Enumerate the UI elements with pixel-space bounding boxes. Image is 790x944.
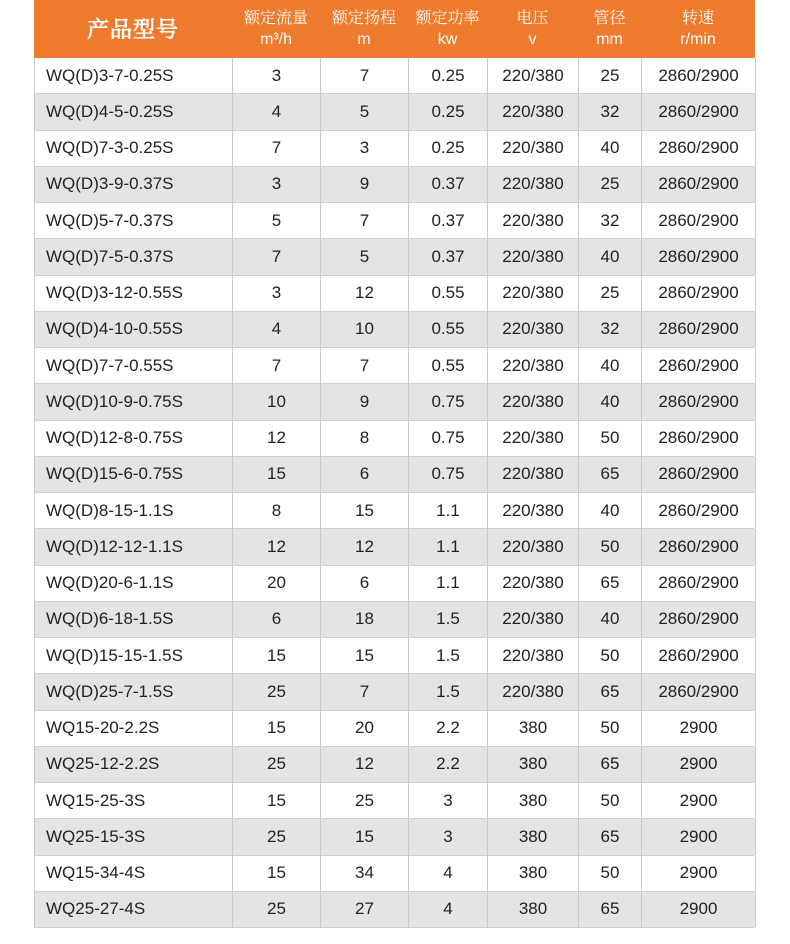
pipe-diameter-cell: 40 — [579, 602, 642, 637]
head-cell: 15 — [321, 638, 409, 673]
pipe-diameter-cell: 65 — [579, 566, 642, 601]
voltage-cell: 220/380 — [488, 493, 579, 528]
flow-cell: 25 — [233, 747, 321, 782]
head-cell: 15 — [321, 819, 409, 854]
voltage-cell: 220/380 — [488, 421, 579, 456]
voltage-cell: 220/380 — [488, 566, 579, 601]
speed-cell: 2900 — [642, 856, 756, 891]
table-row — [34, 711, 755, 747]
power-cell: 4 — [409, 892, 488, 927]
model-cell: WQ15-20-2.2S — [35, 711, 233, 746]
power-cell: 1.5 — [409, 638, 488, 673]
table-row — [34, 421, 755, 457]
model-cell: WQ15-34-4S — [35, 856, 233, 891]
head-cell: 25 — [321, 783, 409, 818]
speed-cell: 2900 — [642, 747, 756, 782]
model-cell: WQ(D)20-6-1.1S — [35, 566, 233, 601]
flow-cell: 15 — [233, 711, 321, 746]
flow-cell: 15 — [233, 457, 321, 492]
header-head — [320, 0, 408, 58]
pipe-diameter-cell: 50 — [579, 529, 642, 564]
header-speed-unit: r/min — [680, 31, 716, 48]
table-row — [34, 856, 755, 892]
flow-cell: 5 — [233, 203, 321, 238]
model-cell: WQ(D)8-15-1.1S — [35, 493, 233, 528]
pipe-diameter-cell: 25 — [579, 167, 642, 202]
model-cell: WQ25-12-2.2S — [35, 747, 233, 782]
power-cell: 2.2 — [409, 747, 488, 782]
table-row — [34, 638, 755, 674]
model-cell: WQ(D)7-7-0.55S — [35, 348, 233, 383]
voltage-cell: 220/380 — [488, 457, 579, 492]
table-row — [34, 239, 755, 275]
pipe-diameter-cell: 32 — [579, 94, 642, 129]
voltage-cell: 220/380 — [488, 602, 579, 637]
table-row — [34, 783, 755, 819]
pipe-diameter-cell: 25 — [579, 276, 642, 311]
head-cell: 7 — [321, 203, 409, 238]
header-flow — [232, 0, 320, 58]
table-row — [34, 674, 755, 710]
pipe-diameter-cell: 50 — [579, 783, 642, 818]
speed-cell: 2860/2900 — [642, 167, 756, 202]
voltage-cell: 220/380 — [488, 58, 579, 93]
voltage-cell: 220/380 — [488, 529, 579, 564]
table-row — [34, 384, 755, 420]
model-cell: WQ(D)3-9-0.37S — [35, 167, 233, 202]
header-pipe-unit: mm — [596, 31, 623, 48]
flow-cell: 3 — [233, 276, 321, 311]
table-row — [34, 819, 755, 855]
table-row — [34, 348, 755, 384]
table-row — [34, 529, 755, 565]
pipe-diameter-cell: 50 — [579, 638, 642, 673]
pipe-diameter-cell: 32 — [579, 203, 642, 238]
power-cell: 0.25 — [409, 94, 488, 129]
voltage-cell: 380 — [488, 783, 579, 818]
head-cell: 18 — [321, 602, 409, 637]
model-cell: WQ(D)10-9-0.75S — [35, 384, 233, 419]
voltage-cell: 220/380 — [488, 674, 579, 709]
power-cell: 4 — [409, 856, 488, 891]
voltage-cell: 380 — [488, 819, 579, 854]
power-cell: 1.1 — [409, 529, 488, 564]
speed-cell: 2900 — [642, 783, 756, 818]
speed-cell: 2860/2900 — [642, 602, 756, 637]
head-cell: 15 — [321, 493, 409, 528]
model-cell: WQ(D)3-12-0.55S — [35, 276, 233, 311]
table-row — [34, 457, 755, 493]
header-voltage-unit: v — [528, 31, 537, 48]
header-model: 产品型号 — [86, 16, 179, 42]
head-cell: 8 — [321, 421, 409, 456]
head-cell: 9 — [321, 384, 409, 419]
speed-cell: 2860/2900 — [642, 674, 756, 709]
model-cell: WQ25-15-3S — [35, 819, 233, 854]
power-cell: 0.55 — [409, 348, 488, 383]
head-cell: 6 — [321, 457, 409, 492]
voltage-cell: 220/380 — [488, 131, 579, 166]
head-cell: 20 — [321, 711, 409, 746]
speed-cell: 2900 — [642, 711, 756, 746]
power-cell: 1.5 — [409, 602, 488, 637]
model-cell: WQ(D)3-7-0.25S — [35, 58, 233, 93]
flow-cell: 4 — [233, 312, 321, 347]
head-cell: 7 — [321, 348, 409, 383]
voltage-cell: 380 — [488, 747, 579, 782]
model-cell: WQ(D)7-5-0.37S — [35, 239, 233, 274]
table-row — [34, 203, 755, 239]
speed-cell: 2860/2900 — [642, 312, 756, 347]
header-power-unit: kw — [437, 31, 458, 48]
header-head-name: 额定扬程 — [331, 10, 396, 27]
table-row — [34, 493, 755, 529]
flow-cell: 25 — [233, 674, 321, 709]
table-row — [34, 312, 755, 348]
flow-cell: 25 — [233, 819, 321, 854]
head-cell: 3 — [321, 131, 409, 166]
table-row — [34, 602, 755, 638]
flow-cell: 6 — [233, 602, 321, 637]
header-pipe — [578, 0, 641, 58]
pipe-diameter-cell: 65 — [579, 892, 642, 927]
header-flow-name: 额定流量 — [243, 10, 308, 27]
table-row — [34, 747, 755, 783]
model-cell: WQ(D)12-12-1.1S — [35, 529, 233, 564]
table-row — [34, 58, 755, 94]
model-cell: WQ15-25-3S — [35, 783, 233, 818]
power-cell: 0.75 — [409, 384, 488, 419]
flow-cell: 8 — [233, 493, 321, 528]
power-cell: 0.25 — [409, 58, 488, 93]
pipe-diameter-cell: 40 — [579, 131, 642, 166]
table-row — [34, 131, 755, 167]
power-cell: 0.25 — [409, 131, 488, 166]
voltage-cell: 380 — [488, 856, 579, 891]
model-cell: WQ(D)7-3-0.25S — [35, 131, 233, 166]
pipe-diameter-cell: 40 — [579, 239, 642, 274]
head-cell: 5 — [321, 94, 409, 129]
speed-cell: 2860/2900 — [642, 529, 756, 564]
speed-cell: 2860/2900 — [642, 131, 756, 166]
speed-cell: 2860/2900 — [642, 638, 756, 673]
voltage-cell: 380 — [488, 892, 579, 927]
header-pipe-name: 管径 — [593, 10, 626, 27]
speed-cell: 2860/2900 — [642, 276, 756, 311]
header-power — [408, 0, 487, 58]
table-row — [34, 566, 755, 602]
flow-cell: 4 — [233, 94, 321, 129]
table-row — [34, 892, 755, 928]
header-speed-name: 转速 — [681, 10, 714, 27]
voltage-cell: 380 — [488, 711, 579, 746]
voltage-cell: 220/380 — [488, 312, 579, 347]
speed-cell: 2860/2900 — [642, 493, 756, 528]
model-cell: WQ(D)25-7-1.5S — [35, 674, 233, 709]
pipe-diameter-cell: 50 — [579, 711, 642, 746]
flow-cell: 12 — [233, 529, 321, 564]
header-voltage — [487, 0, 578, 58]
flow-cell: 7 — [233, 239, 321, 274]
flow-cell: 15 — [233, 638, 321, 673]
model-cell: WQ(D)5-7-0.37S — [35, 203, 233, 238]
model-cell: WQ25-27-4S — [35, 892, 233, 927]
head-cell: 12 — [321, 529, 409, 564]
head-cell: 6 — [321, 566, 409, 601]
flow-cell: 3 — [233, 167, 321, 202]
flow-cell: 3 — [233, 58, 321, 93]
speed-cell: 2860/2900 — [642, 457, 756, 492]
speed-cell: 2900 — [642, 819, 756, 854]
pipe-diameter-cell: 65 — [579, 747, 642, 782]
head-cell: 5 — [321, 239, 409, 274]
voltage-cell: 220/380 — [488, 638, 579, 673]
voltage-cell: 220/380 — [488, 94, 579, 129]
power-cell: 0.37 — [409, 167, 488, 202]
head-cell: 7 — [321, 58, 409, 93]
voltage-cell: 220/380 — [488, 167, 579, 202]
head-cell: 34 — [321, 856, 409, 891]
flow-cell: 15 — [233, 856, 321, 891]
power-cell: 0.55 — [409, 276, 488, 311]
power-cell: 1.1 — [409, 493, 488, 528]
pipe-diameter-cell: 25 — [579, 58, 642, 93]
flow-cell: 20 — [233, 566, 321, 601]
voltage-cell: 220/380 — [488, 276, 579, 311]
header-head-unit: m — [357, 31, 371, 48]
speed-cell: 2860/2900 — [642, 421, 756, 456]
model-cell: WQ(D)6-18-1.5S — [35, 602, 233, 637]
power-cell: 2.2 — [409, 711, 488, 746]
pipe-diameter-cell: 50 — [579, 856, 642, 891]
table-row — [34, 276, 755, 312]
pipe-diameter-cell: 50 — [579, 421, 642, 456]
pipe-diameter-cell: 32 — [579, 312, 642, 347]
head-cell: 27 — [321, 892, 409, 927]
model-cell: WQ(D)4-5-0.25S — [35, 94, 233, 129]
power-cell: 3 — [409, 783, 488, 818]
speed-cell: 2860/2900 — [642, 348, 756, 383]
pipe-diameter-cell: 40 — [579, 348, 642, 383]
speed-cell: 2860/2900 — [642, 384, 756, 419]
voltage-cell: 220/380 — [488, 203, 579, 238]
pipe-diameter-cell: 40 — [579, 384, 642, 419]
voltage-cell: 220/380 — [488, 348, 579, 383]
voltage-cell: 220/380 — [488, 239, 579, 274]
flow-cell: 12 — [233, 421, 321, 456]
flow-cell: 15 — [233, 783, 321, 818]
head-cell: 12 — [321, 276, 409, 311]
table-header — [34, 0, 755, 58]
flow-cell: 25 — [233, 892, 321, 927]
voltage-cell: 220/380 — [488, 384, 579, 419]
speed-cell: 2900 — [642, 892, 756, 927]
power-cell: 1.1 — [409, 566, 488, 601]
header-power-name: 额定功率 — [415, 10, 480, 27]
flow-cell: 7 — [233, 348, 321, 383]
head-cell: 10 — [321, 312, 409, 347]
table-body — [34, 58, 755, 928]
table-row — [34, 167, 755, 203]
power-cell: 0.37 — [409, 239, 488, 274]
speed-cell: 2860/2900 — [642, 58, 756, 93]
pipe-diameter-cell: 40 — [579, 493, 642, 528]
power-cell: 0.55 — [409, 312, 488, 347]
power-cell: 0.75 — [409, 421, 488, 456]
head-cell: 12 — [321, 747, 409, 782]
model-cell: WQ(D)12-8-0.75S — [35, 421, 233, 456]
model-cell: WQ(D)4-10-0.55S — [35, 312, 233, 347]
head-cell: 9 — [321, 167, 409, 202]
table-row — [34, 94, 755, 130]
power-cell: 0.37 — [409, 203, 488, 238]
model-cell: WQ(D)15-15-1.5S — [35, 638, 233, 673]
speed-cell: 2860/2900 — [642, 203, 756, 238]
flow-cell: 7 — [233, 131, 321, 166]
pipe-diameter-cell: 65 — [579, 819, 642, 854]
flow-cell: 10 — [233, 384, 321, 419]
pump-spec-table — [34, 0, 755, 928]
speed-cell: 2860/2900 — [642, 239, 756, 274]
header-voltage-name: 电压 — [516, 10, 549, 27]
pipe-diameter-cell: 65 — [579, 674, 642, 709]
power-cell: 0.75 — [409, 457, 488, 492]
model-cell: WQ(D)15-6-0.75S — [35, 457, 233, 492]
header-speed — [641, 0, 755, 58]
head-cell: 7 — [321, 674, 409, 709]
power-cell: 1.5 — [409, 674, 488, 709]
pipe-diameter-cell: 65 — [579, 457, 642, 492]
power-cell: 3 — [409, 819, 488, 854]
header-flow-unit: m³/h — [260, 31, 292, 48]
speed-cell: 2860/2900 — [642, 94, 756, 129]
speed-cell: 2860/2900 — [642, 566, 756, 601]
